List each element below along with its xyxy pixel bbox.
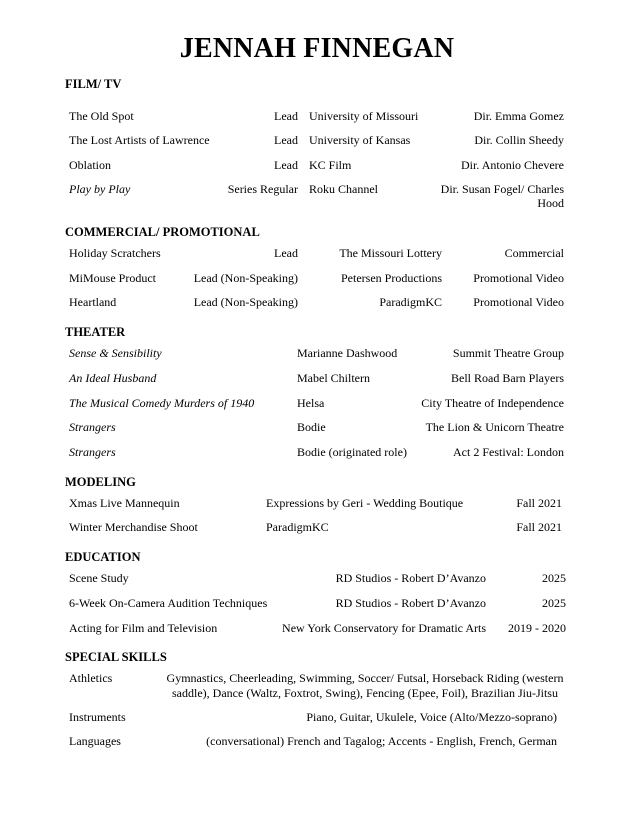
commercial-type: Promotional Video [473, 271, 564, 285]
education-school: New York Conservatory for Dramatic Arts [282, 621, 486, 635]
education-year: 2025 [542, 596, 566, 610]
commercial-title: MiMouse Product [69, 271, 156, 285]
commercial-type: Promotional Video [473, 295, 564, 309]
modeling-company: Expressions by Geri - Wedding Boutique [266, 496, 464, 510]
section-film-tv: FILM/ TV [65, 77, 122, 91]
skill-value: Piano, Guitar, Ukulele, Voice (Alto/Mezzo-soprano) [306, 710, 557, 724]
education-course: Scene Study [69, 571, 129, 585]
commercial-title: Holiday Scratchers [69, 246, 161, 260]
theater-title: Sense & Sensibility [69, 346, 162, 360]
theater-title: The Musical Comedy Murders of 1940 [69, 396, 255, 410]
theater-role: Bodie [297, 420, 326, 434]
theater-company: Summit Theatre Group [452, 346, 564, 360]
modeling-company: ParadigmKC [266, 520, 329, 534]
section-education: EDUCATION [65, 550, 141, 564]
film-role: Series Regular [227, 182, 298, 196]
skill-value: Gymnastics, Cheerleading, Swimming, Soccer/ Futsal, Horseback Riding (western saddle), Dance (Waltz, Foxtrot, Swing), Fencing (Epee, Foil), Brazilian Jiu-Jitsu [166, 671, 564, 700]
education-school: RD Studios - Robert D’Avanzo [335, 571, 486, 585]
education-year: 2019 - 2020 [508, 621, 566, 635]
section-special-skills: SPECIAL SKILLS [65, 650, 167, 664]
commercial-role: Lead (Non-Speaking) [193, 295, 298, 309]
skill-label: Athletics [69, 671, 113, 685]
theater-role: Marianne Dashwood [297, 346, 398, 360]
film-title: Play by Play [69, 182, 131, 196]
film-company: Roku Channel [309, 182, 378, 196]
theater-company: The Lion & Unicorn Theatre [425, 420, 564, 434]
modeling-title: Xmas Live Mannequin [69, 496, 180, 510]
theater-title: Strangers [69, 420, 116, 434]
film-director: Dir. Collin Sheedy [474, 133, 564, 147]
theater-role: Bodie (originated role) [297, 445, 407, 459]
film-role: Lead [274, 109, 298, 123]
education-school: RD Studios - Robert D’Avanzo [335, 596, 486, 610]
theater-company: Act 2 Festival: London [453, 445, 564, 459]
film-company: University of Kansas [309, 133, 411, 147]
section-theater: THEATER [65, 325, 126, 339]
education-year: 2025 [542, 571, 566, 585]
film-director: Dir. Emma Gomez [473, 109, 564, 123]
skill-label: Languages [69, 734, 121, 748]
education-course: 6-Week On-Camera Audition Techniques [69, 596, 268, 610]
film-company: University of Missouri [309, 109, 419, 123]
commercial-role: Lead (Non-Speaking) [193, 271, 298, 285]
commercial-type: Commercial [504, 246, 564, 260]
commercial-role: Lead [274, 246, 298, 260]
film-title: Oblation [69, 158, 111, 172]
theater-role: Mabel Chiltern [297, 371, 370, 385]
film-title: The Lost Artists of Lawrence [69, 133, 210, 147]
commercial-company: The Missouri Lottery [339, 246, 442, 260]
film-role: Lead [274, 158, 298, 172]
section-commercial: COMMERCIAL/ PROMOTIONAL [65, 225, 260, 239]
modeling-date: Fall 2021 [516, 496, 562, 510]
film-title: The Old Spot [69, 109, 134, 123]
film-role: Lead [274, 133, 298, 147]
theater-company: Bell Road Barn Players [451, 371, 564, 385]
commercial-title: Heartland [69, 295, 117, 309]
theater-role: Helsa [297, 396, 325, 410]
skill-label: Instruments [69, 710, 126, 724]
section-modeling: MODELING [65, 475, 136, 489]
theater-company: City Theatre of Independence [421, 396, 564, 410]
commercial-company: Petersen Productions [341, 271, 442, 285]
film-director: Dir. Antonio Chevere [461, 158, 564, 172]
film-director: Dir. Susan Fogel/ Charles Hood [440, 182, 564, 210]
modeling-date: Fall 2021 [516, 520, 562, 534]
theater-title: Strangers [69, 445, 116, 459]
skill-value: (conversational) French and Tagalog; Accents - English, French, German [206, 734, 557, 748]
modeling-title: Winter Merchandise Shoot [69, 520, 198, 534]
film-company: KC Film [309, 158, 352, 172]
commercial-company: ParadigmKC [379, 295, 442, 309]
resume-name: JENNAH FINNEGAN [179, 33, 455, 64]
theater-title: An Ideal Husband [69, 371, 157, 385]
education-course: Acting for Film and Television [69, 621, 218, 635]
